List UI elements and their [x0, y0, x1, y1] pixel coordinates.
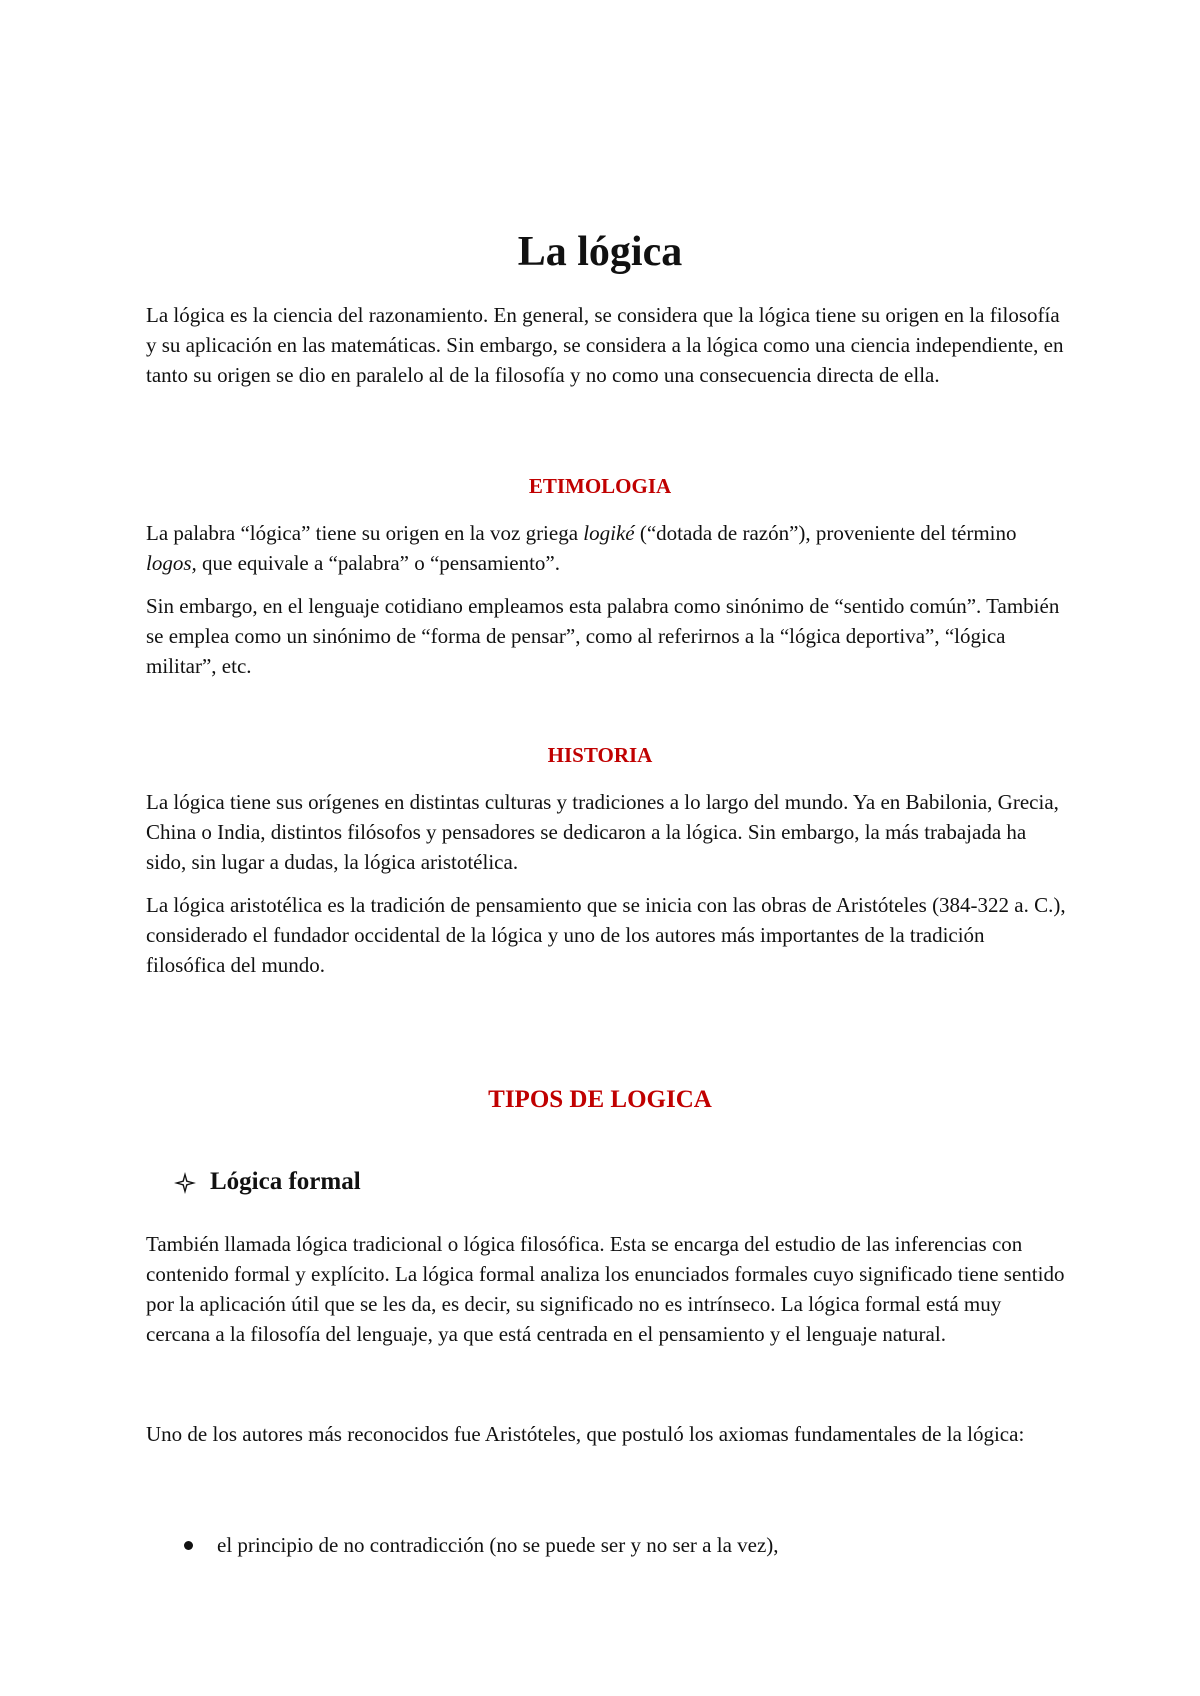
intro-paragraph: La lógica es la ciencia del razonamiento. En general, se considera que la lógica tiene su origen en la filosofía y su aplicación en las matemáticas. Sin embargo, se considera a la lógica como una ciencia independiente, en tanto su origen se dio en paralelo al de la filosofía y no como una consecuencia directa de ella.	[146, 303, 1064, 387]
list-item-text: el principio de no contradicción (no se puede ser y no ser a la vez),	[217, 1533, 779, 1557]
section-heading-historia: HISTORIA	[547, 743, 653, 767]
etimologia-italic-logos: logos,	[146, 551, 197, 575]
section-heading-etimologia: ETIMOLOGIA	[528, 474, 672, 498]
etimologia-paragraph-1	[146, 518, 1066, 578]
diamond-bullet-icon	[174, 1172, 196, 1194]
subheading-logica-formal	[174, 1166, 361, 1198]
section-heading-tipos: TIPOS DE LOGICA	[488, 1086, 712, 1113]
subheading-logica-formal-label: Lógica formal	[210, 1168, 361, 1195]
page-title: La lógica	[517, 229, 683, 275]
list-item	[184, 1530, 1064, 1560]
formal-paragraph-2: Uno de los autores más reconocidos fue Aristóteles, que postuló los axiomas fundamentales de la lógica:	[146, 1422, 1025, 1446]
etimologia-text-b: (“dotada de razón”), proveniente del término	[634, 521, 1017, 545]
historia-paragraph-2: La lógica aristotélica es la tradición de pensamiento que se inicia con las obras de Aristóteles (384-322 a. C.), considerado el fundador occidental de la lógica y uno de los autores más importantes de la tradición filosófica del mundo.	[146, 893, 1066, 977]
formal-paragraph-1: También llamada lógica tradicional o lógica filosófica. Esta se encarga del estudio de las inferencias con contenido formal y explícito. La lógica formal analiza los enunciados formales cuyo significado tiene sentido por la aplicación útil que se les da, es decir, su significado no es intrínseco. La lógica formal está muy cercana a la filosofía del lenguaje, ya que está centrada en el pensamiento y el lenguaje natural.	[146, 1232, 1065, 1346]
etimologia-paragraph-2: Sin embargo, en el lenguaje cotidiano empleamos esta palabra como sinónimo de “sentido común”. También se emplea como un sinónimo de “forma de pensar”, como al referirnos a la “lógica deportiva”, “lógica militar”, etc.	[146, 594, 1060, 678]
etimologia-text-a: La palabra “lógica” tiene su origen en la voz griega	[146, 521, 584, 545]
etimologia-italic-logike: logiké	[583, 521, 635, 545]
historia-paragraph-1: La lógica tiene sus orígenes en distintas culturas y tradiciones a lo largo del mundo. Ya en Babilonia, Grecia, China o India, distintos filósofos y pensadores se dedicaron a la lógica. Sin embargo, la más trabajada ha sido, sin lugar a dudas, la lógica aristotélica.	[146, 790, 1059, 874]
etimologia-text-c: que equivale a “palabra” o “pensamiento”.	[196, 551, 560, 575]
bullet-dot-icon	[184, 1541, 193, 1550]
